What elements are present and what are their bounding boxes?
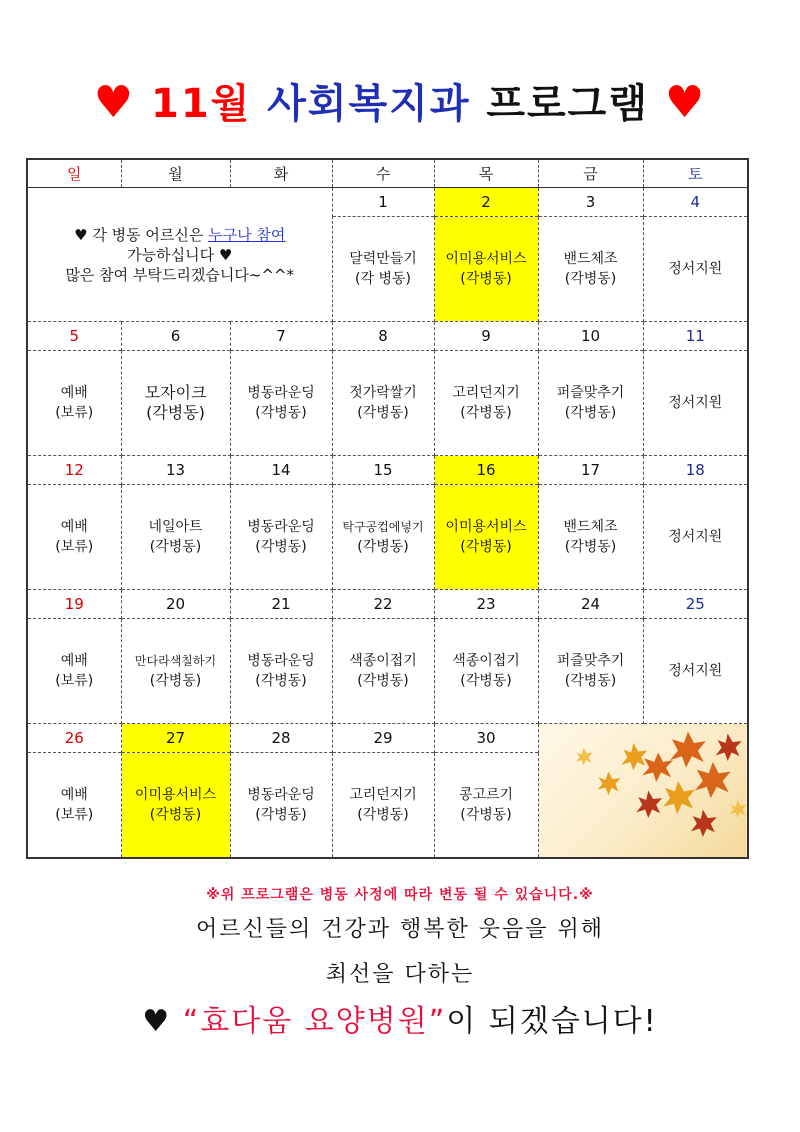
activity-cell: 퍼즐맞추기 (각병동) (538, 619, 643, 724)
activity-cell: 병동라운딩 (각병동) (230, 753, 332, 859)
date-cell: 12 (27, 456, 121, 485)
date-cell: 14 (230, 456, 332, 485)
date-cell: 6 (121, 322, 230, 351)
heart-icon: ♥ (664, 77, 707, 128)
autumn-leaves-image (538, 724, 748, 859)
activity-cell-highlight: 이미용서비스 (각병동) (121, 753, 230, 859)
weekday-fri: 금 (538, 159, 643, 188)
notice-line1: ♥ 각 병동 어르신은 (74, 225, 209, 244)
date-cell: 16 (434, 456, 538, 485)
activity-cell: 색종이접기 (각병동) (434, 619, 538, 724)
activity-cell: 만다라색칠하기 (각병동) (121, 619, 230, 724)
date-row (27, 322, 748, 351)
notice-underline: 누구나 참여 (208, 225, 286, 244)
date-cell: 17 (538, 456, 643, 485)
activity-row (27, 485, 748, 590)
title-month: 11월 (151, 81, 252, 127)
notice-line3: 많은 참여 부탁드리겠습니다~^^* (65, 265, 295, 284)
participation-notice (27, 188, 332, 322)
title-dept: 사회복지과 (267, 81, 471, 127)
activity-cell: 정서지원 (643, 619, 748, 724)
activity-cell: 고리던지기 (각병동) (332, 753, 434, 859)
activity-cell: 모자이크 (각병동) (121, 351, 230, 456)
weekday-tue: 화 (230, 159, 332, 188)
date-cell: 13 (121, 456, 230, 485)
date-row (27, 188, 748, 217)
date-cell: 25 (643, 590, 748, 619)
date-cell: 4 (643, 188, 748, 217)
date-row (27, 590, 748, 619)
date-row (27, 456, 748, 485)
date-cell: 27 (121, 724, 230, 753)
date-cell: 1 (332, 188, 434, 217)
date-cell: 2 (434, 188, 538, 217)
date-cell: 3 (538, 188, 643, 217)
date-row (27, 724, 748, 753)
activity-cell: 콩고르기 (각병동) (434, 753, 538, 859)
activity-cell-highlight: 이미용서비스 (각병동) (434, 485, 538, 590)
weekday-header-row (27, 159, 748, 188)
activity-cell: 네일아트 (각병동) (121, 485, 230, 590)
change-disclaimer: ※위 프로그램은 병동 사정에 따라 변동 될 수 있습니다.※ (206, 887, 594, 903)
date-cell: 5 (27, 322, 121, 351)
footer-line1: 어르신들의 건강과 행복한 웃음을 위해 (195, 917, 604, 942)
activity-cell: 퍼즐맞추기 (각병동) (538, 351, 643, 456)
activity-row (27, 619, 748, 724)
date-cell: 15 (332, 456, 434, 485)
heart-icon: ♥ (142, 1004, 172, 1039)
weekday-mon: 월 (121, 159, 230, 188)
activity-cell: 정서지원 (643, 485, 748, 590)
activity-cell: 병동라운딩 (각병동) (230, 351, 332, 456)
title-program: 프로그램 (486, 81, 649, 127)
activity-cell: 고리던지기 (각병동) (434, 351, 538, 456)
activity-cell: 예배 (보류) (27, 485, 121, 590)
date-cell: 18 (643, 456, 748, 485)
date-cell: 29 (332, 724, 434, 753)
notice-line2: 가능하십니다 ♥ (127, 245, 233, 264)
hospital-name: “효다움 요양병원” (182, 1004, 447, 1039)
date-cell: 7 (230, 322, 332, 351)
weekday-thu: 목 (434, 159, 538, 188)
date-cell: 26 (27, 724, 121, 753)
weekday-sat: 토 (643, 159, 748, 188)
heart-icon: ♥ (93, 77, 136, 128)
maple-leaves-icon (539, 724, 748, 857)
date-cell: 20 (121, 590, 230, 619)
footer-line2: 최선을 다하는 (325, 962, 475, 987)
calendar-table (26, 158, 749, 859)
activity-cell: 밴드체조 (각병동) (538, 217, 643, 322)
activity-cell: 병동라운딩 (각병동) (230, 485, 332, 590)
activity-cell: 예배 (보류) (27, 753, 121, 859)
activity-cell: 달력만들기 (각 병동) (332, 217, 434, 322)
activity-cell: 정서지원 (643, 351, 748, 456)
date-cell: 23 (434, 590, 538, 619)
weekday-wed: 수 (332, 159, 434, 188)
activity-cell: 밴드체조 (각병동) (538, 485, 643, 590)
activity-row (27, 351, 748, 456)
date-cell: 21 (230, 590, 332, 619)
date-cell: 30 (434, 724, 538, 753)
activity-cell-highlight: 이미용서비스 (각병동) (434, 217, 538, 322)
footer-hospital-line (0, 996, 800, 1040)
activity-cell: 정서지원 (643, 217, 748, 322)
date-cell: 9 (434, 322, 538, 351)
date-cell: 24 (538, 590, 643, 619)
date-cell: 19 (27, 590, 121, 619)
activity-cell: 병동라운딩 (각병동) (230, 619, 332, 724)
activity-cell: 색종이접기 (각병동) (332, 619, 434, 724)
date-cell: 28 (230, 724, 332, 753)
date-cell: 22 (332, 590, 434, 619)
date-cell: 8 (332, 322, 434, 351)
activity-cell: 젓가락쌀기 (각병동) (332, 351, 434, 456)
activity-cell: 예배 (보류) (27, 619, 121, 724)
date-cell: 11 (643, 322, 748, 351)
weekday-sun: 일 (27, 159, 121, 188)
page-title (0, 72, 800, 129)
footer-ending: 이 되겠습니다! (446, 1004, 658, 1039)
activity-cell: 탁구공컵에넣기 (각병동) (332, 485, 434, 590)
activity-cell: 예배 (보류) (27, 351, 121, 456)
date-cell: 10 (538, 322, 643, 351)
